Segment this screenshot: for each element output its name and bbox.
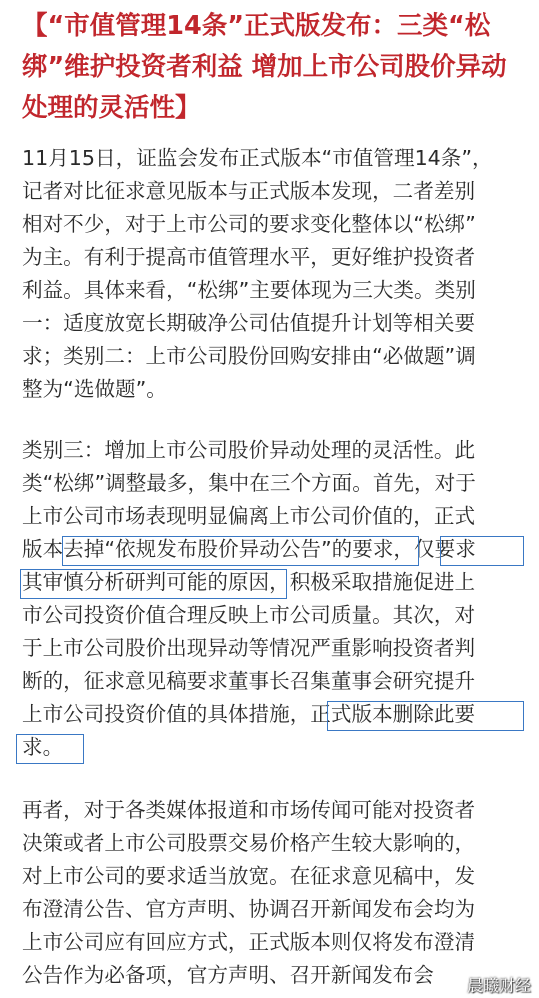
paragraph3-line: 公告作为必备项，官方声明、召开新闻发布会	[22, 963, 434, 987]
paragraph1-line: 11月15日，证监会发布正式版本“市值管理14条”，	[22, 146, 493, 170]
paragraph1-line: 利益。具体来看，“松绑”主要体现为三大类。类别	[22, 278, 476, 302]
paragraph1-line: 相对不少，对于上市公司的要求变化整体以“松绑”	[22, 212, 476, 236]
paragraph2-line: 上市公司投资价值的具体措施，正式版本删除此要	[22, 702, 476, 726]
paragraph3-line: 布澄清公告、官方声明、协调召开新闻发布会均为	[22, 897, 476, 921]
highlight-box	[440, 536, 524, 566]
paragraph2-line: 市公司投资价值合理反映上市公司质量。其次，对	[22, 603, 476, 627]
paragraph2-line: 版本去掉“依规发布股价异动公告”的要求，仅要求	[22, 537, 476, 561]
paragraph2-line: 求。	[22, 735, 64, 759]
paragraph2-line: 类别三：增加上市公司股价异动处理的灵活性。此	[22, 438, 476, 462]
paragraph2-line: 类“松绑”调整最多，集中在三个方面。首先，对于	[22, 471, 476, 495]
paragraph3-line: 决策或者上市公司股票交易价格产生较大影响的，	[22, 831, 476, 855]
paragraph1-line: 一：适度放宽长期破净公司估值提升计划等相关要	[22, 311, 476, 335]
highlight-box	[327, 701, 524, 731]
paragraph3-line: 对上市公司的要求适当放宽。在征求意见稿中，发	[22, 864, 476, 888]
paragraph1-line: 记者对比征求意见版本与正式版本发现，二者差别	[22, 179, 476, 203]
paragraph1-line: 为主。有利于提高市值管理水平，更好维护投资者	[22, 245, 476, 269]
paragraph3-line: 上市公司应有回应方式，正式版本则仅将发布澄清	[22, 930, 476, 954]
article-title: 【“市值管理14条”正式版发布：三类“松绑”维护投资者利益 增加上市公司股价异动处理的灵活性】	[22, 11, 507, 123]
source-watermark: 晨曦财经	[466, 976, 531, 995]
highlight-box	[62, 536, 419, 566]
paragraph2-line: 于上市公司股价出现异动等情况严重影响投资者判	[22, 636, 476, 660]
paragraph2-line: 上市公司市场表现明显偏离上市公司价值的，正式	[22, 504, 476, 528]
paragraph1-line: 求；类别二：上市公司股份回购安排由“必做题”调	[22, 344, 476, 368]
paragraph3-line: 再者，对于各类媒体报道和市场传闻可能对投资者	[22, 798, 476, 822]
highlight-box	[16, 734, 84, 764]
paragraph1-line: 整为“选做题”。	[22, 377, 167, 401]
highlight-box	[20, 569, 287, 599]
paragraph2-line: 断的，征求意见稿要求董事长召集董事会研究提升	[22, 669, 476, 693]
paragraph2-line: 其审慎分析研判可能的原因，积极采取措施促进上	[22, 570, 476, 594]
